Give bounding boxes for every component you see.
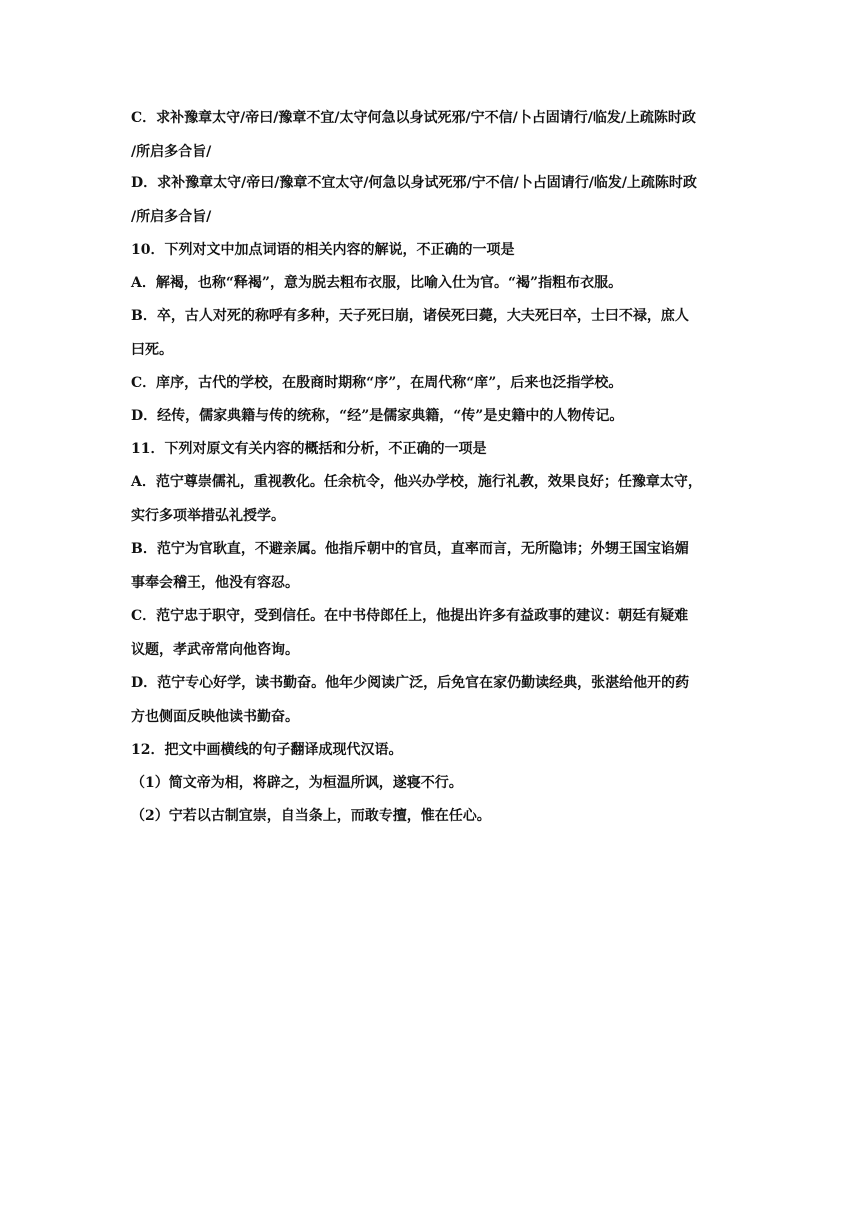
option-d-line-2: /所启多合旨/: [131, 209, 212, 225]
question-11-option-d-line-2: 方也侧面反映他读书勤奋。: [131, 709, 299, 725]
question-12-sentence-2: （2）宁若以古制宜崇，自当条上，而敢专擅，惟在任心。: [131, 808, 491, 824]
question-12-sentence-1: （1）简文帝为相，将辟之，为桓温所讽，遂寝不行。: [131, 775, 463, 791]
question-10-stem: 10．下列对文中加点词语的相关内容的解说，不正确的一项是: [131, 242, 515, 258]
question-10-option-b-line-1: B．卒，古人对死的称呼有多种，天子死曰崩，诸侯死曰薨，大夫死曰卒，士曰不禄，庶人: [131, 308, 689, 324]
option-c-line-1: C．求补豫章太守/帝曰/豫章不宜/太守何急以身试死邪/宁不信/卜占固请行/临发/上疏陈时政: [131, 110, 696, 126]
question-11-option-d-line-1: D．范宁专心好学，读书勤奋。他年少阅读广泛，后免官在家仍勤读经典，张湛给他开的药: [131, 675, 690, 691]
option-d-line-1: D．求补豫章太守/帝曰/豫章不宜太守/何急以身试死邪/宁不信/卜占固请行/临发/上疏陈时政: [131, 175, 697, 191]
question-12-stem: 12．把文中画横线的句子翻译成现代汉语。: [131, 742, 403, 758]
option-c-line-2: /所启多合旨/: [131, 144, 212, 160]
question-11-option-c-line-1: C．范宁忠于职守，受到信任。在中书侍郎任上，他提出许多有益政事的建议：朝廷有疑难: [131, 608, 689, 624]
question-10-option-d: D．经传，儒家典籍与传的统称，“经”是儒家典籍，“传”是史籍中的人物传记。: [131, 408, 624, 424]
question-10-option-b-line-2: 曰死。: [131, 342, 173, 358]
document-body: [131, 108, 731, 826]
question-11-option-a-line-1: A．范宁尊崇儒礼，重视教化。任余杭令，他兴办学校，施行礼教，效果良好；任豫章太守，: [131, 474, 702, 490]
question-11-option-b-line-1: B．范宁为官耿直，不避亲属。他指斥朝中的官员，直率而言，无所隐讳；外甥王国宝谄媚: [131, 541, 689, 557]
question-11-option-a-line-2: 实行多项举措弘礼授学。: [131, 508, 285, 524]
question-10-option-a: A．解褐，也称“释褐”，意为脱去粗布衣服，比喻入仕为官。“褐”指粗布衣服。: [131, 275, 623, 291]
question-11-stem: 11．下列对原文有关内容的概括和分析，不正确的一项是: [131, 441, 487, 457]
question-11-option-b-line-2: 事奉会稽王，他没有容忍。: [131, 575, 299, 591]
question-11-option-c-line-2: 议题，孝武帝常向他咨询。: [131, 642, 299, 658]
question-10-option-c: C．庠序，古代的学校，在殷商时期称“序”，在周代称“庠”，后来也泛指学校。: [131, 375, 623, 391]
